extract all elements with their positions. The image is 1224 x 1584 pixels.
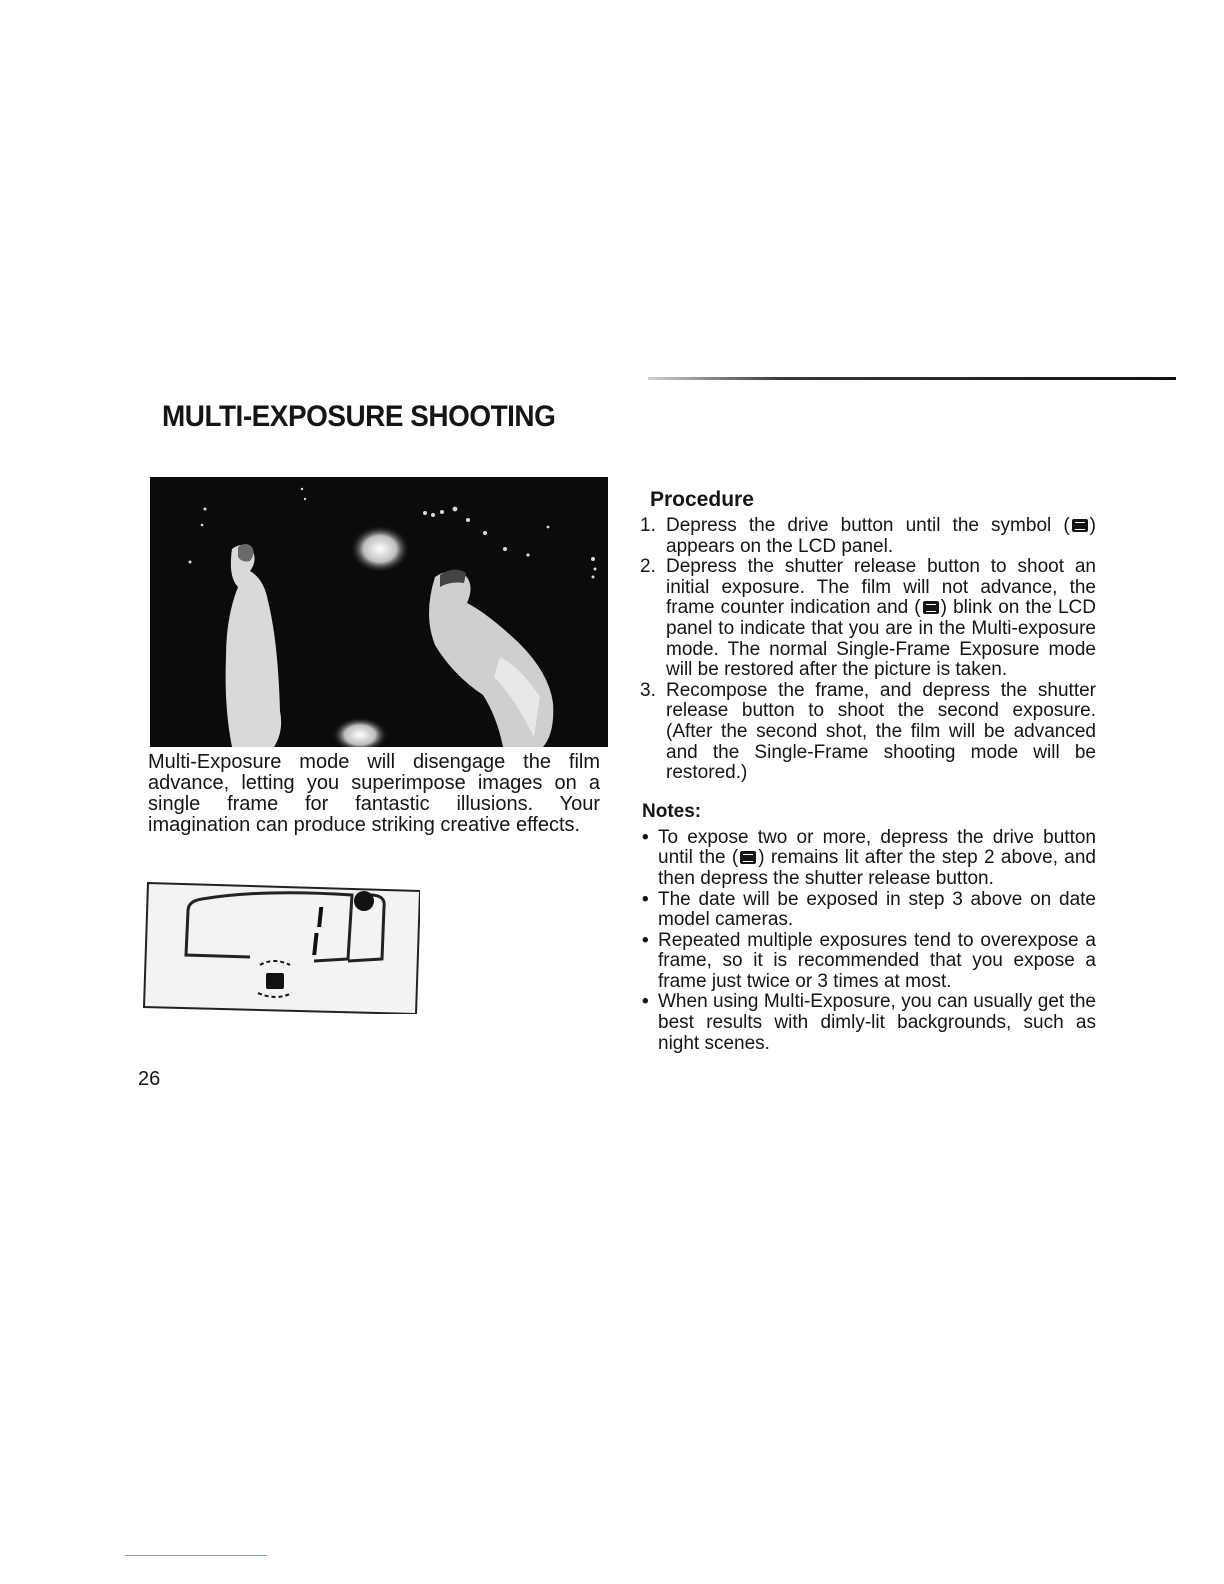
- multi-exposure-icon: [923, 601, 939, 614]
- procedure-step: [640, 681, 1096, 784]
- step-number: 1.: [640, 515, 656, 536]
- step-text: Depress the shutter release button to shoot an initial exposure. The film will not advance, the frame counter indication and (: [666, 556, 1096, 619]
- note-text: To expose two or more, depress the drive button until the (: [658, 826, 1096, 869]
- notes-list: [640, 828, 1096, 1055]
- lcd-panel-illustration: [142, 881, 420, 1014]
- procedure-step: [640, 557, 1096, 681]
- multi-exposure-icon: [740, 851, 756, 864]
- note-text: When using Multi-Exposure, you can usually get the best results with dimly-lit backgrounds, such as night scenes.: [658, 991, 1096, 1054]
- note-text: Repeated multiple exposures tend to overexpose a frame, so it is recommended that you expose a frame just twice or 3 times at most.: [658, 929, 1096, 992]
- top-rule: [648, 377, 1176, 380]
- intro-caption: Multi-Exposure mode will disengage the film advance, letting you superimpose images on a single frame for fantastic illusions. Your imagination can produce striking creative effects.: [148, 751, 600, 836]
- page-title: MULTI-EXPOSURE SHOOTING: [162, 400, 556, 433]
- bullet: •: [642, 991, 649, 1013]
- note-item: [640, 828, 1096, 890]
- procedure-step: [640, 516, 1096, 557]
- bottom-rule: [125, 1555, 267, 1556]
- note-text: ) remains lit after the step 2 above, and then depress the shutter release button.: [658, 847, 1096, 889]
- double-exposure-photo: [150, 477, 608, 747]
- bullet: •: [642, 888, 649, 910]
- step-number: 2.: [640, 556, 656, 578]
- step-text: Recompose the frame, and depress the shutter release button to shoot the second exposure. (After the second shot, the film will be advanced and the Single-Frame shooting mode will be restored.): [666, 679, 1096, 784]
- note-item: [640, 890, 1096, 931]
- notes-heading: Notes:: [642, 800, 702, 822]
- bullet: •: [642, 826, 649, 848]
- procedure-heading: Procedure: [650, 488, 754, 511]
- step-text: ) blink on the LCD panel to indicate that you are in the Multi-exposure mode. The normal Single-Frame Exposure mode will be restored after the picture is taken.: [666, 597, 1096, 681]
- instructions-column: [640, 488, 1096, 1054]
- bullet: •: [642, 929, 649, 951]
- step-number: 3.: [640, 679, 656, 701]
- note-item: [640, 931, 1096, 993]
- step-text: ) appears on the LCD panel.: [666, 515, 1096, 557]
- page-number: 26: [138, 1068, 161, 1090]
- note-item: [640, 992, 1096, 1054]
- step-text: Depress the drive button until the symbol (: [666, 515, 1070, 536]
- multi-exposure-icon: [1072, 519, 1088, 532]
- procedure-steps: [640, 516, 1096, 784]
- note-text: The date will be exposed in step 3 above on date model cameras.: [658, 888, 1096, 931]
